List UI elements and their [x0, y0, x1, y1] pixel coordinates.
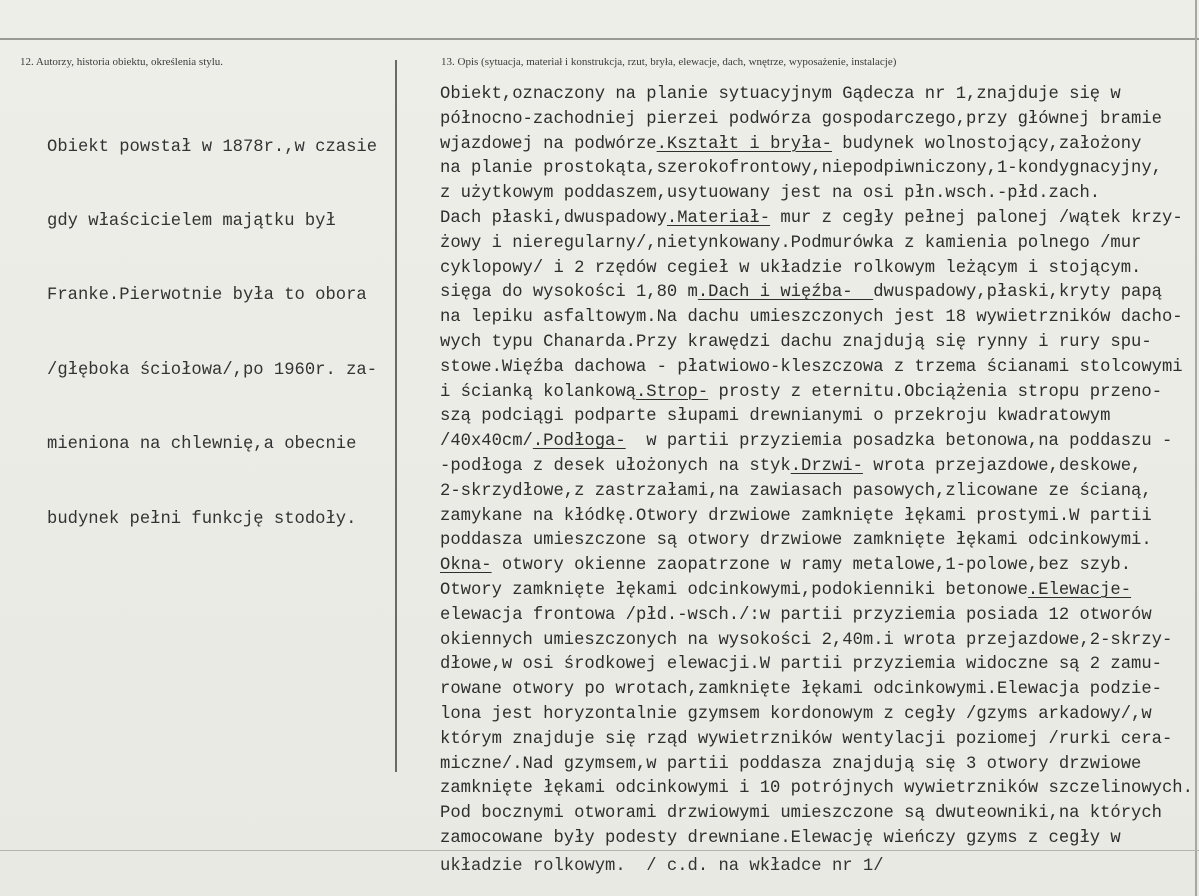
description-segment: w partii przyziemia posadzka betonowa,na poddaszu -: [625, 432, 1173, 452]
history-line: Obiekt powstał w 1878r.,w czasie: [47, 137, 378, 157]
description-line: [440, 777, 1193, 802]
history-line: gdy właścicielem majątku był: [47, 211, 336, 231]
description-line: [440, 331, 1193, 356]
description-line: [440, 629, 1193, 654]
description-segment: otwory okienne zaopatrzone w ramy metalowe,1-polowe,bez szyb.: [491, 556, 1132, 576]
description-line: [440, 182, 1193, 207]
history-line: mieniona na chlewnię,a obecnie: [47, 435, 357, 455]
description-segment: dwuspadowy,płaski,kryty papą: [873, 283, 1163, 303]
description-segment: Otwory zamknięte łękami odcinkowymi,podokienniki betonowe: [440, 580, 1028, 600]
description-line: [440, 505, 1193, 530]
description-line: [440, 83, 1193, 108]
description-segment: z użytkowym poddaszem,usytuowany jest na osi płn.wsch.-płd.zach.: [440, 184, 1101, 204]
section-heading: .Materiał-: [666, 208, 771, 228]
right-edge: [1195, 0, 1197, 896]
description-line: [440, 405, 1193, 430]
description-line: [440, 257, 1193, 282]
top-rule: [0, 38, 1199, 40]
description-line: [440, 157, 1193, 182]
description-segment: wjazdowej na podwórze: [440, 134, 657, 154]
description-text: [440, 83, 1193, 852]
section-13-header: 13. Opis (sytuacja, materiał i konstrukcja, rzut, bryła, elewacje, dach, wnętrze, wyposażenie, instalacje): [441, 56, 897, 68]
description-line: [440, 207, 1193, 232]
description-segment: zamocowane były podesty drewniane.Elewację wieńczy gzyms z cegły w: [440, 828, 1121, 848]
description-segment: sięga do wysokości 1,80 m: [440, 283, 698, 303]
description-segment: cyklopowy/ i 2 rzędów cegieł w układzie rolkowym leżącym i stojącym.: [440, 258, 1142, 278]
description-line: [440, 554, 1193, 579]
description-segment: i ścianką kolankową: [440, 382, 636, 402]
description-segment: Dach płaski,dwuspadowy: [440, 208, 667, 228]
description-segment: dłowe,w osi środkowej elewacji.W partii przyziemia widoczne są 2 zamu-: [440, 655, 1162, 675]
description-segment: -podłoga z desek ułożonych na styk: [440, 456, 791, 476]
description-line: [440, 281, 1193, 306]
description-line: [440, 827, 1193, 852]
description-line: [440, 108, 1193, 133]
description-line: [440, 133, 1193, 158]
description-segment: wrota przejazdowe,deskowe,: [862, 456, 1142, 476]
section-heading: Okna-: [440, 556, 492, 576]
description-line: [440, 381, 1193, 406]
description-line: [440, 604, 1193, 629]
column-divider: [395, 60, 397, 772]
description-line: [440, 678, 1193, 703]
history-line: /głęboka ściołowa/,po 1960r. za-: [47, 360, 378, 380]
description-segment: okiennych umieszczonych na wysokości 2,40m.i wrota przejazdowe,2-skrzy-: [440, 630, 1173, 650]
description-line: [440, 579, 1193, 604]
section-heading: .Kształt i bryła-: [656, 134, 832, 154]
description-line: [440, 529, 1193, 554]
description-segment: Pod bocznymi otworami drzwiowymi umieszczone są dwuteowniki,na których: [440, 804, 1162, 824]
description-segment: 2-skrzydłowe,z zastrzałami,na zawiasach pasowych,zlicowane ze ścianą,: [440, 481, 1152, 501]
description-segment: na lepiku asfaltowym.Na dachu umieszczonych jest 18 wywietrzników dacho-: [440, 308, 1183, 328]
description-line: [440, 430, 1193, 455]
section-heading: .Drzwi-: [790, 456, 863, 476]
description-segment: zamykane na kłódkę.Otwory drzwiowe zamknięte łękami prostymi.W partii: [440, 506, 1152, 526]
description-segment: którym znajduje się rząd wywietrzników wentylacji poziomej /rurki cera-: [440, 729, 1173, 749]
description-segment: żowy i nieregularny/,nietynkowany.Podmurówka z kamienia polnego /mur: [440, 233, 1142, 253]
description-segment: lona jest horyzontalnie gzymsem kordonowym z cegły /gzyms arkadowy/,w: [440, 704, 1152, 724]
description-segment: rowane otwory po wrotach,zamknięte łękami odcinkowymi.Elewacja podzie-: [440, 680, 1162, 700]
description-segment: budynek wolnostojący,założony: [831, 134, 1142, 154]
description-line: [440, 703, 1193, 728]
description-segment: prosty z eternitu.Obciążenia stropu przeno-: [708, 382, 1163, 402]
continuation-line: układzie rolkowym. / c.d. na wkładce nr 1/: [440, 857, 884, 876]
description-segment: poddasza umieszczone są otwory drzwiowe zamknięte łękami odcinkowymi.: [440, 531, 1152, 551]
description-line: [440, 802, 1193, 827]
history-text: [47, 86, 377, 582]
section-heading: .Dach i więźba-: [697, 283, 874, 303]
section-heading: .Elewacje-: [1027, 580, 1132, 600]
description-segment: Obiekt,oznaczony na planie sytuacyjnym Gądecza nr 1,znajduje się w: [440, 85, 1121, 104]
description-line: [440, 356, 1193, 381]
description-line: [440, 753, 1193, 778]
description-line: [440, 306, 1193, 331]
section-heading: .Strop-: [635, 382, 709, 402]
history-line: budynek pełni funkcję stodoły.: [47, 509, 357, 529]
description-segment: wych typu Chanarda.Przy krawędzi dachu znajdują się rynny i rury spu-: [440, 332, 1152, 352]
description-segment: miczne/.Nad gzymsem,w partii poddasza znajdują się 3 otwory drzwiowe: [440, 754, 1142, 774]
description-line: [440, 455, 1193, 480]
description-segment: /40x40cm/: [440, 432, 533, 452]
section-heading: .Podłoga-: [532, 432, 626, 452]
description-line: [440, 480, 1193, 505]
description-segment: stowe.Więźba dachowa - płatwiowo-kleszczowa z trzema ścianami stolcowymi: [440, 357, 1183, 377]
description-line: [440, 232, 1193, 257]
section-12-header: 12. Autorzy, historia obiektu, określenia stylu.: [20, 56, 224, 68]
description-line: [440, 653, 1193, 678]
description-line: [440, 728, 1193, 753]
description-segment: zamknięte łękami odcinkowymi i 10 potrójnych wywietrzników szczelinowych.: [440, 779, 1193, 799]
description-segment: północno-zachodniej pierzei podwórza gospodarczego,przy głównej bramie: [440, 109, 1162, 129]
description-segment: szą podciągi podparte słupami drewnianymi o przekroju kwadratowym: [440, 407, 1111, 427]
description-segment: na planie prostokąta,szerokofrontowy,niepodpiwniczony,1-kondygnacyjny,: [440, 159, 1162, 179]
description-segment: elewacja frontowa /płd.-wsch./:w partii przyziemia posiada 12 otworów: [440, 605, 1152, 625]
description-segment: mur z cegły pełnej palonej /wątek krzy-: [770, 208, 1183, 228]
history-line: Franke.Pierwotnie była to obora: [47, 286, 367, 306]
